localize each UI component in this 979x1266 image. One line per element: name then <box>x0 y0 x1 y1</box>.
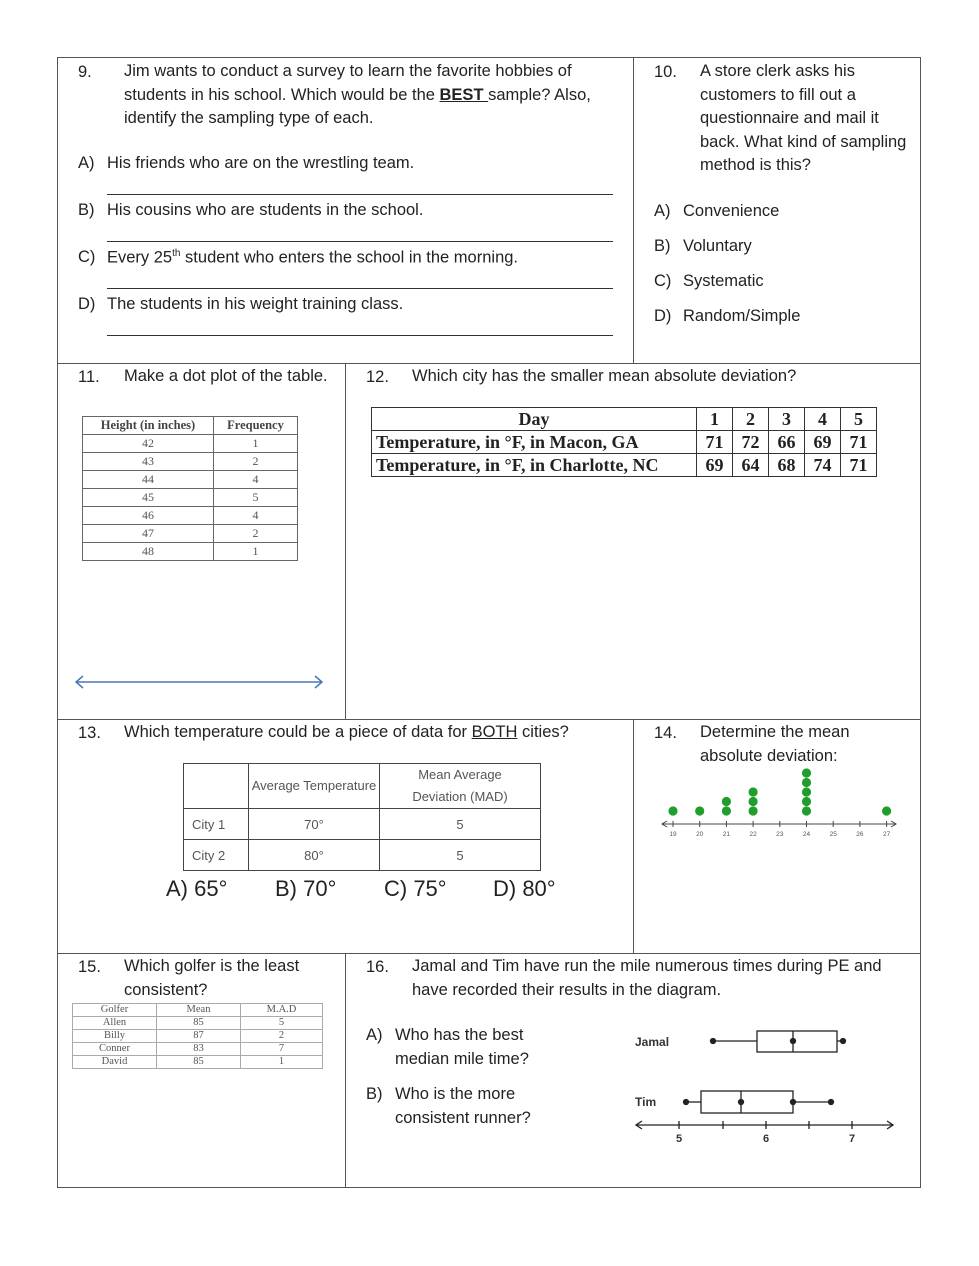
q12-number: 12. <box>366 368 389 386</box>
table-row: Conner 83 7 <box>73 1043 323 1056</box>
q14-tick-label: 22 <box>749 831 757 838</box>
q10-number: 10. <box>654 63 677 81</box>
q14-dot <box>802 778 811 787</box>
q14-dot-plot <box>658 766 903 846</box>
q14-cell <box>633 719 921 954</box>
q14-question: Determine the mean absolute deviation: <box>700 723 850 765</box>
q13-answer-d[interactable]: D) 80° <box>493 876 556 901</box>
table-row: 47 2 <box>83 525 298 543</box>
table-row: Allen 85 5 <box>73 1017 323 1030</box>
tim-box-plot <box>684 1091 834 1113</box>
q14-number: 14. <box>654 724 677 742</box>
q14-dot <box>882 806 891 815</box>
q12-header-day: Day <box>372 408 697 431</box>
table-row: 44 4 <box>83 471 298 489</box>
table-row: David 85 1 <box>73 1056 323 1069</box>
q14-dot <box>749 787 758 796</box>
q13-header-avg: Average Temperature <box>249 764 380 809</box>
q13-answer-c[interactable]: C) 75° <box>384 876 447 901</box>
q15-golfer-table <box>72 1003 323 1069</box>
table-row: 45 5 <box>83 489 298 507</box>
q9-number: 9. <box>78 63 92 81</box>
q16-axis <box>636 1121 893 1129</box>
table-row: Temperature, in °F, in Charlotte, NC 69 64 68 74 71 <box>372 454 877 477</box>
q14-dot <box>802 797 811 806</box>
q9-answer-line-b[interactable] <box>107 241 613 242</box>
q16-question: Jamal and Tim have run the mile numerous times during PE and have recorded their results in the diagram. <box>412 957 882 999</box>
q14-tick-label: 26 <box>856 831 864 838</box>
q14-dot <box>749 797 758 806</box>
table-row: City 1 70° 5 <box>184 809 541 840</box>
q12-question: Which city has the smaller mean absolute deviation? <box>412 367 797 385</box>
q9-answer-line-a[interactable] <box>107 194 613 195</box>
q9-question: Jim wants to conduct a survey to learn the favorite hobbies of students in his school. Which would be the BEST sample? Also, identify the sampling type of each. <box>124 62 591 127</box>
q14-dot <box>722 806 731 815</box>
q16-axis-tick-5: 5 <box>675 1133 683 1145</box>
q14-tick-label: 19 <box>669 831 677 838</box>
table-row: 43 2 <box>83 453 298 471</box>
box-plot-label-tim: Tim <box>635 1095 657 1109</box>
table-row: 42 1 <box>83 435 298 453</box>
q14-tick-label: 23 <box>776 831 784 838</box>
q12-cell <box>345 363 921 720</box>
q14-dot <box>802 806 811 815</box>
box-plot-label-jamal: Jamal <box>635 1035 670 1049</box>
q13-number: 13. <box>78 724 101 742</box>
table-row: Temperature, in °F, in Macon, GA 71 72 66 69 71 <box>372 431 877 454</box>
q11-number-line[interactable] <box>72 672 328 692</box>
jamal-box-plot <box>711 1031 846 1052</box>
q16-box-plots <box>631 1022 901 1152</box>
q16-axis-tick-6: 6 <box>762 1133 770 1145</box>
q13-question: Which temperature could be a piece of data for BOTH cities? <box>124 723 569 741</box>
q11-cell <box>57 363 346 720</box>
q15-question: Which golfer is the least consistent? <box>124 957 300 999</box>
q15-header-mean: Mean <box>157 1004 241 1017</box>
table-row: 46 4 <box>83 507 298 525</box>
q9-answer-line-d[interactable] <box>107 335 613 336</box>
q14-tick-label: 20 <box>696 831 704 838</box>
q13-cell <box>57 719 634 954</box>
q12-temperature-table: Day 1 2 3 4 5 Temperature, in °F, in Macon, GA 71 72 66 69 71 Temperature, in °F, in Charlotte, NC 69 64 68 74 71 <box>371 407 877 477</box>
q11-frequency-table <box>82 416 298 561</box>
q14-dot <box>668 806 677 815</box>
q13-answer-a[interactable]: A) 65° <box>166 876 228 901</box>
q9-cell: 9. Jim wants to conduct a survey to learn the favorite hobbies of students in his school. Which would be the BEST sample? Also, identify the sampling type of each. A) His friends who are on the wrestling team. B) His cousins who are students in the school. C) Every 25th student who enters the school in the morning. D) The students in his weight training class. <box>57 57 634 364</box>
q14-dot <box>722 797 731 806</box>
q9-best-emphasis: BEST <box>439 85 489 104</box>
q16-cell: 16. Jamal and Tim have run the mile numerous times during PE and have recorded their results in the diagram. A) Who has the best median mile time? B) Who is the more consistent runner? Jamal Tim 5 6 7 <box>345 953 921 1188</box>
q13-header-mad: Mean Average Deviation (MAD) <box>380 764 541 809</box>
q14-dot <box>749 806 758 815</box>
q14-tick-label: 21 <box>722 831 731 838</box>
table-row: 48 1 <box>83 543 298 561</box>
q14-tick-label: 24 <box>802 831 811 838</box>
q11-number: 11. <box>78 368 100 386</box>
q14-dot <box>802 787 811 796</box>
q16-axis-tick-7: 7 <box>848 1133 856 1145</box>
q10-cell: 10. A store clerk asks his customers to fill out a questionnaire and mail it back. What kind of sampling method is this? A) Convenience B) Voluntary C) Systematic D) Random/Simple <box>633 57 921 364</box>
q14-dot <box>695 806 704 815</box>
q15-cell <box>57 953 346 1188</box>
q13-city-table <box>183 763 541 871</box>
q15-header-golfer: Golfer <box>73 1004 157 1017</box>
q13-both-emphasis: BOTH <box>471 723 518 741</box>
q14-tick-label: 25 <box>829 831 837 838</box>
table-row: City 2 80° 5 <box>184 840 541 871</box>
table-row: Billy 87 2 <box>73 1030 323 1043</box>
q11-header-frequency: Frequency <box>214 417 298 435</box>
q9-answer-line-c[interactable] <box>107 288 613 289</box>
q15-header-mad: M.A.D <box>241 1004 323 1017</box>
q13-answer-b[interactable]: B) 70° <box>275 876 337 901</box>
q11-question: Make a dot plot of the table. <box>124 367 328 385</box>
q14-tick-label: 27 <box>882 831 891 838</box>
q15-number: 15. <box>78 958 101 976</box>
q10-question: A store clerk asks his customers to fill out a questionnaire and mail it back. What kind of sampling method is this? <box>700 62 907 174</box>
q14-dot <box>802 768 811 777</box>
q11-header-height: Height (in inches) <box>83 417 214 435</box>
q16-number: 16. <box>366 958 389 976</box>
